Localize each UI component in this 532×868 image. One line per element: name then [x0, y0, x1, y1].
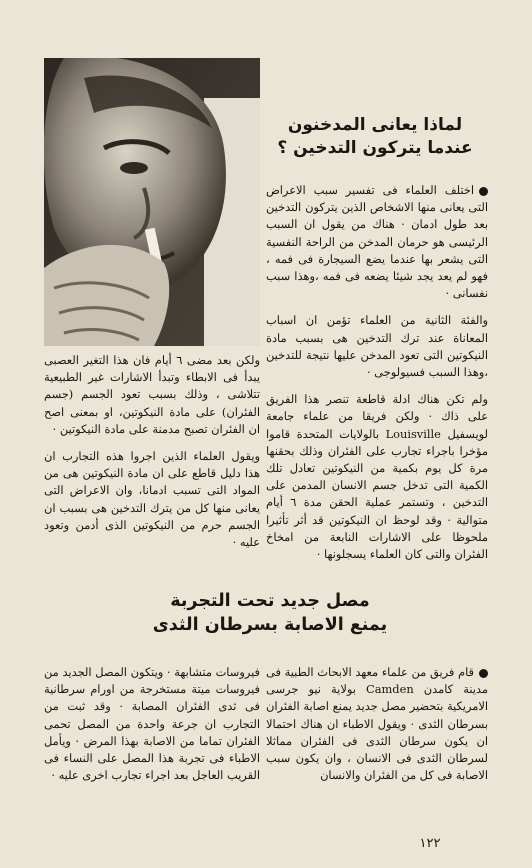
- article1-right-column: [266, 182, 488, 573]
- article2-paragraph-1-text: قام فريق من علماء معهد الابحاث الطبية فى مدينة كامدن Camden بولاية نيو جرسى الامريكية بتحضير مصل جديد يمنع اصابة الفئران بسرطان الثدى · ويقول الاطباء ان هناك احتمالا ان يكون سرطان الثدى فى الفئران مماثلا لسرطان الثدى فى الانسان ، وان يكون سبب الاصابة فى كل من الفئران والانسان: [266, 665, 489, 783]
- article1-paragraph-2: والفئة الثانية من العلماء تؤمن ان اسباب المعاناة عند ترك التدخين هى بسبب مادة النيكوتين التى تعود المدخن عليها نتيجة للتدخين ،وهذا السبب فسيولوجى ·: [266, 313, 488, 380]
- article1-paragraph-1-text: اختلف العلماء فى تفسير سبب الاعراض التى يعانى منها الاشخاص الذين يتركون التدخين بعد طول ادمان · هناك من يقول ان السبب الرئيسى هو حرمان المدخن من الراحة النفسية التى يشعر بها عندما يضع السيجارة فى فمه ، فهو لم يعد يجد شيئا يضعه فى فمه ،وهذا سبب نفسانى ·: [266, 183, 488, 301]
- page-number: ١٢٢: [419, 836, 441, 851]
- article1-paragraph-3: ولم تكن هناك ادلة قاطعة تنصر هذا الفريق على ذاك · ولكن فريقا من علماء جامعة لويسفيل Louisville بالولايات المتحدة قاموا مؤخرا باجراء تجارب على الفئران وذلك بحقنها مرة كل يوم بكمية من النيكوتين تعادل تلك الكمية التى تدخل جسم الانسان المدمن على التدخين ، وتستمر عملية الحقن مدة ٦ أيام متوالية · وقد لوحظ ان النيكوتين قد أثر تأثيرا ملحوظا على الاشارات النابعة من امخاخ الفئران والتى كان العلماء يسجلونها ·: [266, 392, 488, 562]
- article2-paragraph-2: فيروسات متشابهة · ويتكون المصل الجديد من فيروسات ميتة مستخرجة من اورام سرطانية فى ثدى الفئران المصابة · وقد ثبت من التجارب ان جرعة واحدة من المصل تحمى الفئران تماما من الاصابة بهذا المرض · ويأمل الاطباء فى تجربة هذا المصل على النساء فى القريب العاجل بعد اجراء تجارب اخرى عليه ·: [44, 665, 260, 783]
- article2-left-column: [44, 664, 260, 794]
- article2-right-column: [266, 664, 488, 794]
- article1-title: [264, 114, 486, 160]
- article1-paragraph-5: ويقول العلماء الذين اجروا هذه التجارب ان هذا دليل قاطع على ان مادة النيكوتين هى من المواد التى تسبب ادمانا، وان الاعراض التى يعانى منها كل من يترك التدخين هى بسبب ان الجسم حرم من النيكوتين الذى أدمن وتعود عليه ·: [44, 449, 260, 550]
- article1-left-column: [44, 352, 260, 561]
- article1-title-line2: عندما يتركون التدخين ؟: [277, 137, 473, 158]
- article2-paragraph-1: [266, 664, 488, 784]
- article2-title-line2: يمنع الاصابة بسرطان الثدى: [152, 614, 388, 635]
- bullet-icon: [479, 187, 488, 196]
- smoker-photo: [44, 58, 260, 346]
- article1-paragraph-4: ولكن بعد مضى ٦ أيام فان هذا التغير العصبى يبدأ فى الابطاء وتبدأ الاشارات غير الطبيعية تتلاشى ، وذلك بسبب تعود الجسم (جسم الفئران) على مادة النيكوتين، او بمعنى اصح ان الفئران تصبح مدمنة على مادة النيكوتين ·: [44, 353, 260, 436]
- article2-title: [60, 590, 480, 637]
- article1-paragraph-1: [266, 182, 488, 302]
- bullet-icon: [479, 669, 488, 678]
- article2-title-line1: مصل جديد تحت التجربة: [170, 591, 370, 611]
- smoker-photo-image: [44, 58, 260, 346]
- article1-title-line1: لماذا يعانى المدخنون: [287, 115, 463, 135]
